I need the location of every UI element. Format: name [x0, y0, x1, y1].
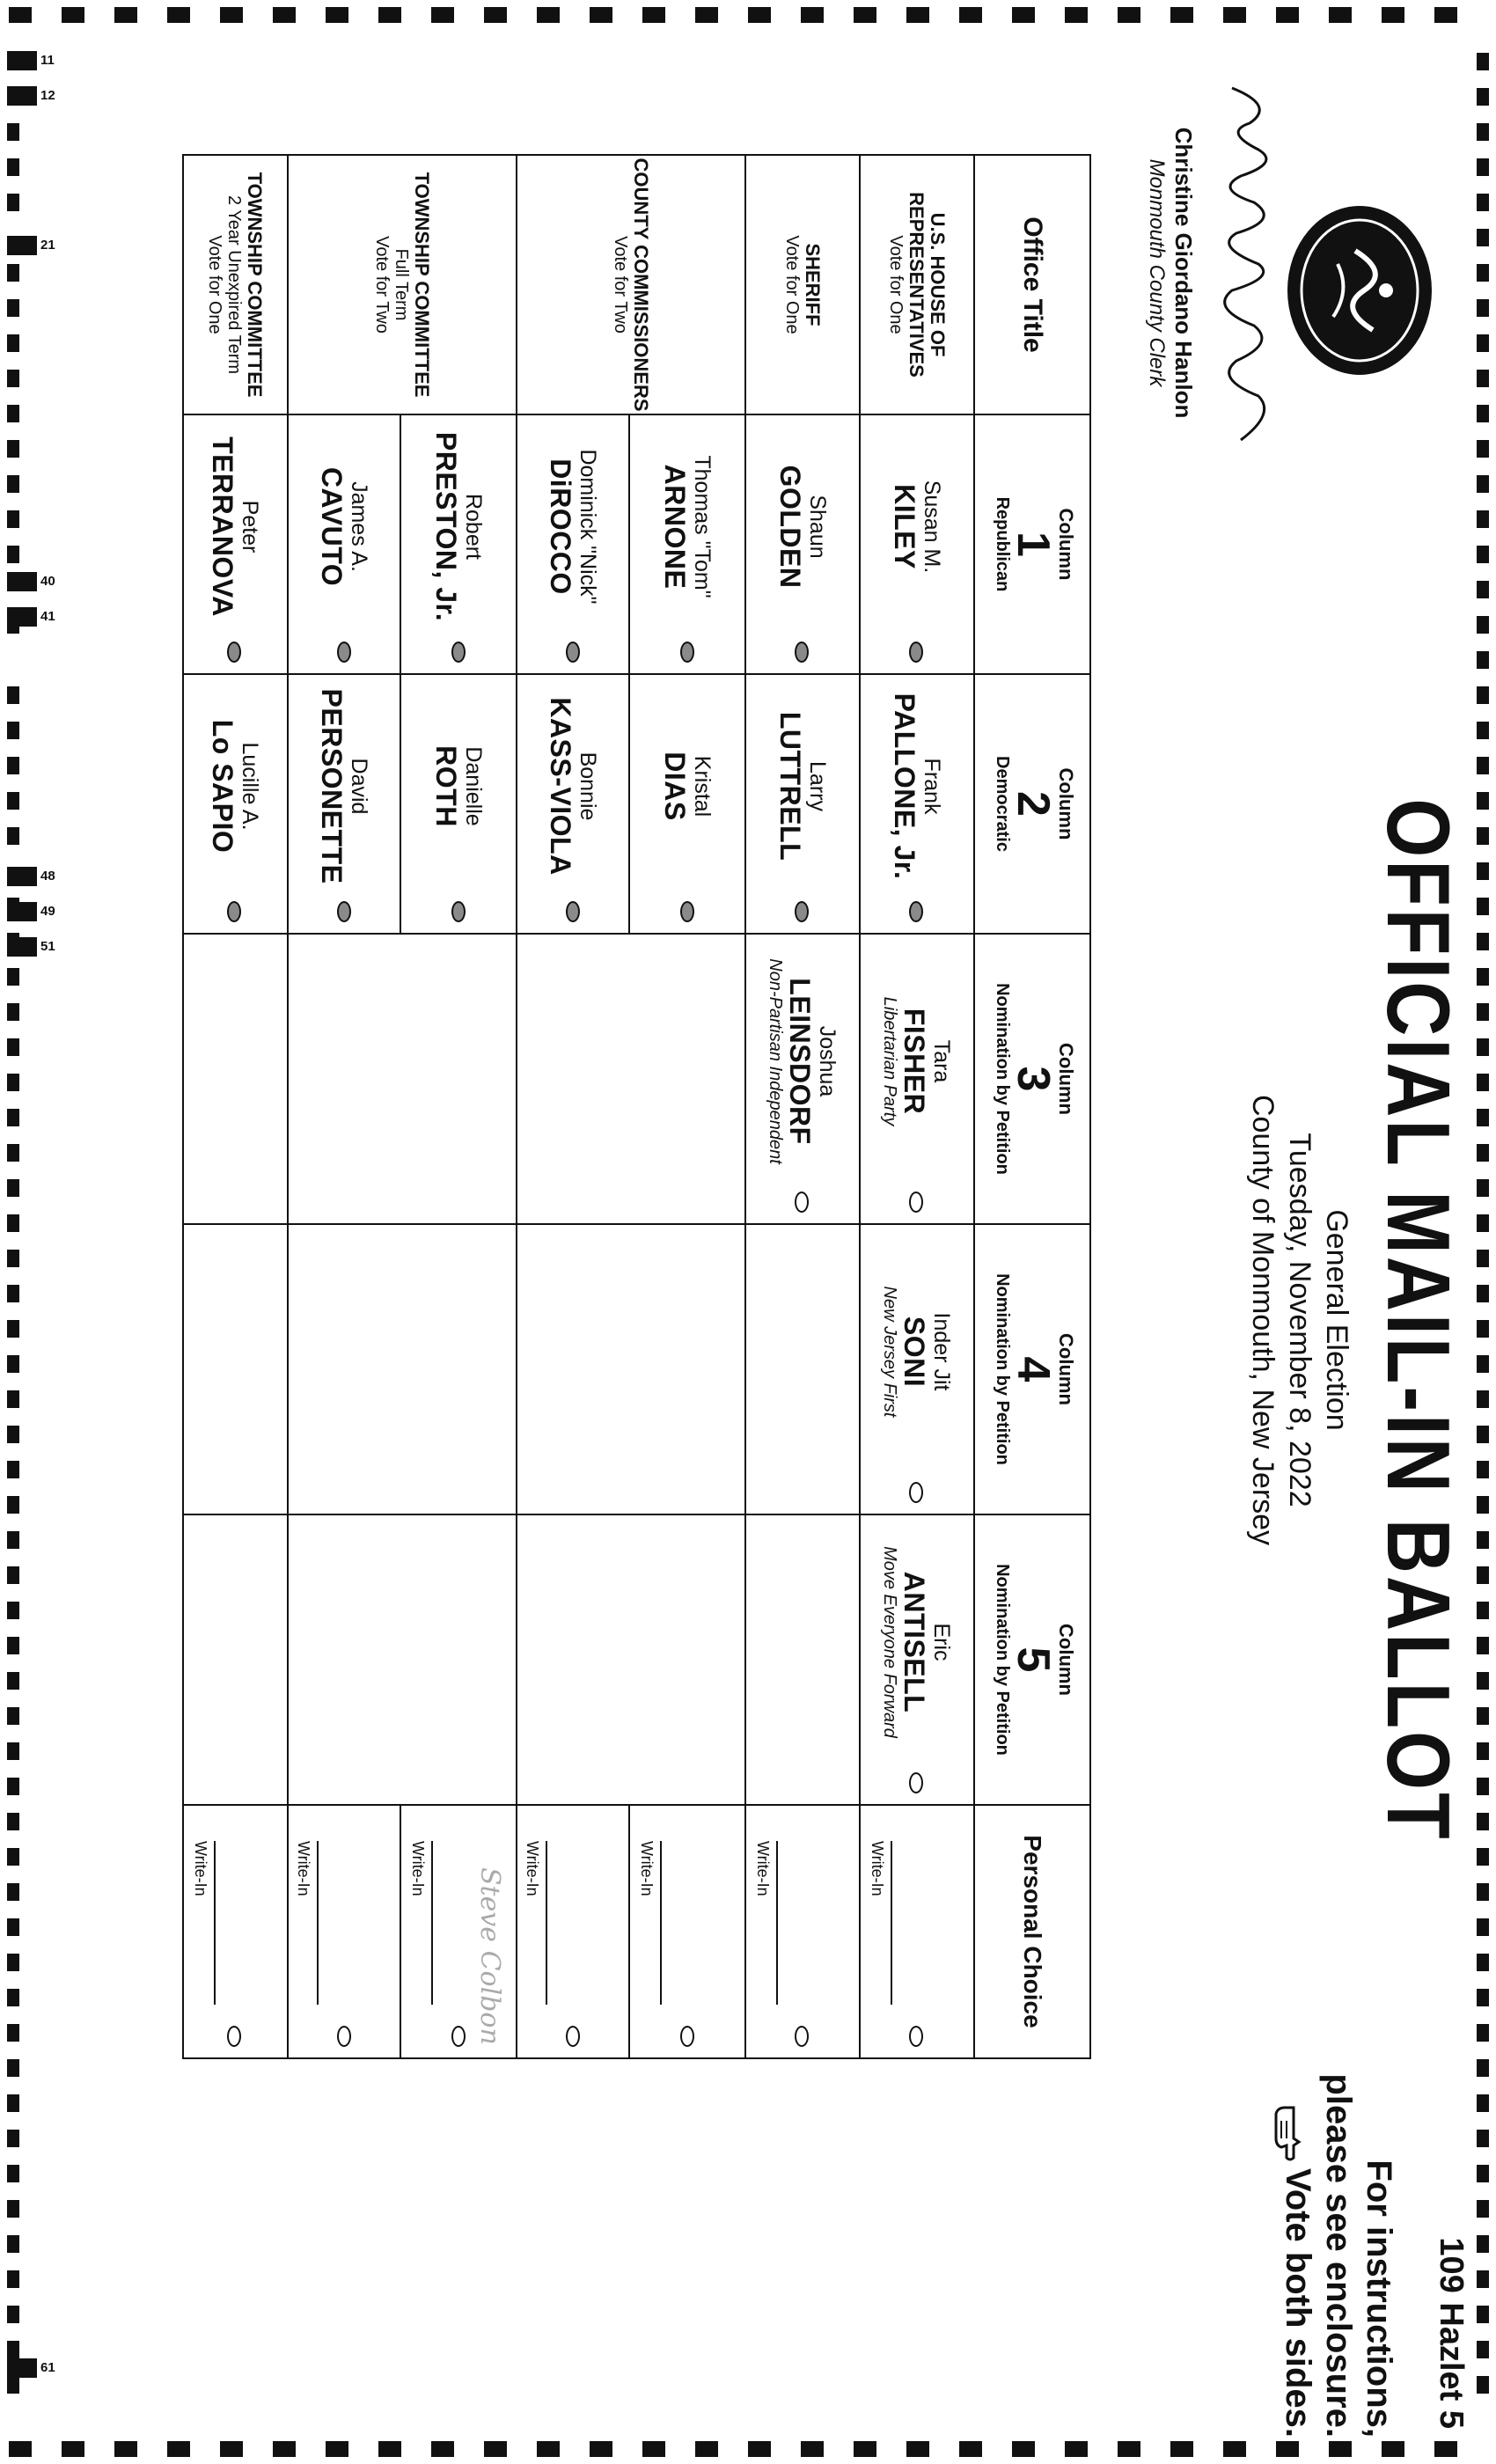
column-number: 2: [1008, 791, 1059, 817]
clerk-title: Monmouth County Clerk: [1145, 158, 1169, 387]
write-in-line[interactable]: [431, 1841, 433, 2005]
office-title-cell: [184, 156, 287, 415]
candidate-cell: [861, 1225, 973, 1515]
empty-cell: [184, 1515, 287, 1806]
office-vote-for: Vote for One: [886, 235, 906, 334]
candidate-last-name: LUTTRELL: [774, 711, 806, 862]
race-row-township-unexpired: [184, 156, 289, 2057]
write-in-label: Write-In: [192, 1841, 209, 1896]
office-title-cell: [289, 156, 516, 415]
election-county: County of Monmouth, New Jersey: [1246, 1094, 1280, 1546]
write-in-line[interactable]: [317, 1841, 319, 2005]
candidate-column-cell: [289, 675, 516, 935]
candidate-subcell: [516, 675, 630, 933]
vote-oval[interactable]: [337, 2026, 351, 2047]
vote-oval[interactable]: [909, 1192, 923, 1213]
margin-mark-number: 21: [40, 238, 55, 253]
office-title-header: Office Title: [975, 156, 1089, 415]
candidate-party: New Jersey First: [880, 1286, 899, 1418]
column-party: Nomination by Petition: [993, 983, 1012, 1175]
candidate-last-name: KILEY: [889, 484, 920, 569]
candidate-subcell: [516, 415, 630, 673]
write-in-label: Write-In: [869, 1841, 886, 1896]
candidate: [775, 415, 830, 638]
candidate-subcell: [400, 415, 516, 673]
candidate-last-name: DiROCCO: [545, 458, 576, 595]
empty-cell: [289, 1515, 516, 1806]
column-number: 3: [1008, 1066, 1059, 1092]
column-number: 5: [1008, 1646, 1059, 1673]
candidate-cell: [746, 415, 859, 675]
office-title-cell: [746, 156, 859, 415]
column-label: Column: [1055, 1043, 1077, 1115]
candidate-party: Move Everyone Forward: [880, 1546, 899, 1738]
candidate-cell: [184, 675, 287, 935]
write-in-line[interactable]: [776, 1841, 778, 2005]
office-term: Full Term: [392, 248, 411, 321]
candidate-cell: [861, 1515, 973, 1806]
instructions-line: please see enclosure.: [1319, 2073, 1358, 2438]
office-title-cell: [861, 156, 973, 415]
candidate: [660, 415, 715, 638]
vote-oval[interactable]: [227, 901, 241, 922]
column-party: Nomination by Petition: [993, 1273, 1012, 1465]
candidate-first-name: Kristal: [690, 755, 715, 818]
vote-oval[interactable]: [451, 642, 466, 663]
vote-oval[interactable]: [566, 2026, 580, 2047]
candidate-last-name: DIAS: [659, 752, 691, 821]
candidate-last-name: CAVUTO: [316, 466, 348, 587]
column-number: 1: [1008, 532, 1059, 557]
column-party: Republican: [993, 496, 1012, 592]
margin-mark-number: 41: [40, 609, 55, 624]
candidate-last-name: SONI: [898, 1316, 930, 1388]
candidate-last-name: PERSONETTE: [316, 688, 348, 884]
empty-cell: [746, 1515, 859, 1806]
pointing-hand-icon: [1267, 2103, 1311, 2165]
ballot-title: OFFICIAL MAIL-IN BALLOT: [1368, 798, 1468, 1842]
write-in-label: Write-In: [638, 1841, 656, 1896]
office-vote-for: Vote for One: [205, 235, 225, 334]
candidate-last-name: PALLONE, Jr.: [889, 693, 920, 880]
candidate-last-name: KASS-VIOLA: [545, 697, 576, 876]
candidate-cell: [861, 675, 973, 935]
write-in-line[interactable]: [891, 1841, 892, 2005]
candidate-party: Libertarian Party: [880, 996, 899, 1126]
office-name: SHERIFF: [802, 243, 824, 326]
race-row-sheriff: [746, 156, 861, 2057]
candidate-first-name: David: [347, 758, 371, 815]
precinct-label: 109 Hazlet 5: [1433, 2237, 1470, 2429]
write-in-cell[interactable]: [184, 1806, 287, 2057]
candidate-column-cell: [517, 675, 744, 935]
candidate-cell: [184, 415, 287, 675]
vote-oval[interactable]: [566, 642, 580, 663]
margin-mark-number: 51: [40, 939, 55, 954]
office-vote-for: Vote for Two: [611, 236, 630, 334]
candidate-last-name: ARNONE: [659, 464, 691, 590]
vote-oval[interactable]: [795, 642, 809, 663]
column-label: Column: [1055, 1624, 1077, 1696]
column-party: Nomination by Petition: [993, 1564, 1012, 1756]
write-in-column-cell: [289, 1806, 516, 2057]
vote-oval[interactable]: [451, 901, 466, 922]
vote-oval[interactable]: [680, 2026, 694, 2047]
column-4-header: [975, 1225, 1089, 1515]
candidate-first-name: Thomas "Tom": [690, 455, 715, 598]
candidate-first-name: Susan M.: [920, 480, 944, 574]
vote-oval[interactable]: [909, 2026, 923, 2047]
handwritten-write-in: Steve Colbon: [474, 1867, 505, 2045]
candidate-cell: [861, 415, 973, 675]
vote-oval[interactable]: [227, 642, 241, 663]
candidate-cell: [746, 935, 859, 1225]
vote-oval[interactable]: [909, 642, 923, 663]
candidate: [775, 675, 830, 898]
empty-cell: [289, 1225, 516, 1515]
instructions-line: For instructions,: [1360, 2160, 1398, 2438]
empty-cell: [517, 935, 744, 1225]
vote-oval[interactable]: [909, 901, 923, 922]
margin-mark-number: 12: [40, 88, 55, 103]
candidate-first-name: Bonnie: [576, 752, 600, 821]
vote-oval[interactable]: [680, 901, 694, 922]
vote-oval[interactable]: [795, 901, 809, 922]
office-name: TOWNSHIP COMMITTEE: [411, 172, 433, 398]
candidate-last-name: PRESTON, Jr.: [430, 431, 462, 622]
write-in-label: Write-In: [524, 1841, 541, 1896]
office-term: 2 Year Unexpired Term: [224, 194, 245, 375]
candidate-first-name: Eric: [929, 1623, 954, 1661]
vote-oval[interactable]: [451, 2026, 466, 2047]
candidate-subcell: [628, 675, 744, 933]
clerk-signature: [1206, 79, 1285, 449]
write-in-line[interactable]: [546, 1841, 547, 2005]
empty-cell: [184, 935, 287, 1225]
clerk-name: Christine Giordano Hanlon: [1170, 127, 1197, 419]
write-in-cell[interactable]: [628, 1806, 744, 2057]
write-in-cell[interactable]: [516, 1806, 630, 2057]
write-in-column-cell: [517, 1806, 744, 2057]
write-in-cell[interactable]: [861, 1806, 973, 2057]
column-party: Democratic: [993, 756, 1012, 852]
office-vote-for: Vote for One: [782, 235, 802, 334]
candidate-first-name: James A.: [347, 481, 371, 572]
candidate-first-name: Joshua: [815, 1025, 840, 1097]
race-row-commissioners: [517, 156, 746, 2057]
column-1-header: [975, 415, 1089, 675]
margin-mark-number: 49: [40, 904, 55, 919]
write-in-line[interactable]: [214, 1841, 216, 2005]
election-date: Tuesday, November 8, 2022: [1283, 1133, 1316, 1507]
column-3-header: [975, 935, 1089, 1225]
column-label: Column: [1055, 1333, 1077, 1405]
margin-mark-number: 48: [40, 869, 55, 884]
election-name: General Election: [1320, 1209, 1353, 1431]
column-2-header: [975, 675, 1089, 935]
candidate: [317, 675, 371, 898]
candidate-last-name: LEINSDORF: [784, 978, 816, 1145]
candidate-last-name: FISHER: [898, 1008, 930, 1115]
candidate-last-name: ROTH: [430, 745, 462, 827]
office-title-cell: [517, 156, 744, 415]
write-in-label: Write-In: [409, 1841, 427, 1896]
personal-choice-header: Personal Choice: [1019, 1835, 1046, 2028]
candidate-first-name: Inder Jit: [929, 1312, 954, 1391]
candidate-subcell: [400, 675, 516, 933]
candidate: [890, 415, 944, 638]
candidate-column-cell: [289, 415, 516, 675]
candidate-subcell: [287, 675, 401, 933]
column-5-header: [975, 1515, 1089, 1806]
write-in-label: Write-In: [295, 1841, 312, 1896]
candidate-column-cell: [517, 415, 744, 675]
column-label: Column: [1055, 767, 1077, 840]
office-name: COUNTY COMMISSIONERS: [630, 158, 652, 412]
candidate: [880, 1515, 954, 1769]
margin-mark-number: 61: [40, 2360, 55, 2375]
empty-cell: [184, 1225, 287, 1515]
candidate-last-name: GOLDEN: [774, 465, 806, 589]
candidate-first-name: Larry: [805, 761, 830, 811]
vote-oval[interactable]: [795, 2026, 809, 2047]
candidate-last-name: ANTISELL: [898, 1571, 930, 1713]
empty-cell: [517, 1515, 744, 1806]
write-in-cell[interactable]: [287, 1806, 401, 2057]
candidate: [546, 415, 600, 638]
empty-cell: [289, 935, 516, 1225]
vote-oval[interactable]: [227, 2026, 241, 2047]
vote-oval[interactable]: [337, 642, 351, 663]
office-name: U.S. HOUSE OF REPRESENTATIVES: [906, 192, 949, 378]
write-in-line[interactable]: [660, 1841, 662, 2005]
candidate-cell: [861, 935, 973, 1225]
candidate-first-name: Shaun: [805, 495, 830, 559]
race-row-township-full: [289, 156, 517, 2057]
candidate-first-name: Tara: [929, 1039, 954, 1083]
candidate-last-name: TERRANOVA: [207, 436, 239, 617]
candidate-first-name: Peter: [238, 500, 263, 554]
candidate-subcell: [628, 415, 744, 673]
candidate: [880, 935, 954, 1188]
column-label: Column: [1055, 508, 1077, 581]
vote-oval[interactable]: [680, 642, 694, 663]
column-number: 4: [1008, 1356, 1059, 1382]
office-vote-for: Vote for Two: [372, 236, 392, 334]
margin-mark-number: 11: [40, 53, 55, 68]
county-seal-icon: [1285, 202, 1434, 378]
candidate-first-name: Dominick "Nick": [576, 449, 600, 605]
ballot-grid: [182, 154, 1091, 2059]
candidate-cell: [746, 675, 859, 935]
candidate-subcell: [287, 415, 401, 673]
empty-cell: [746, 1225, 859, 1515]
office-name: TOWNSHIP COMMITTEE: [244, 172, 267, 398]
candidate: [431, 415, 486, 638]
vote-oval[interactable]: [337, 901, 351, 922]
candidate: [766, 935, 840, 1188]
candidate-party: Non-Partisan Independent: [766, 958, 785, 1164]
candidate: [890, 675, 944, 898]
empty-cell: [517, 1225, 744, 1515]
candidate-first-name: Danielle: [461, 746, 486, 826]
vote-oval[interactable]: [566, 901, 580, 922]
candidate-first-name: Frank: [920, 758, 944, 815]
write-in-label: Write-In: [754, 1841, 772, 1896]
candidate: [431, 675, 486, 898]
candidate-last-name: Lo SAPIO: [207, 719, 239, 854]
write-in-cell[interactable]: [746, 1806, 859, 2057]
election-info: [1244, 528, 1355, 2112]
candidate: [209, 415, 263, 638]
vote-oval[interactable]: [795, 1192, 809, 1213]
vote-oval[interactable]: [909, 1772, 923, 1793]
race-row-house: [861, 156, 975, 2057]
write-in-cell[interactable]: [400, 1806, 516, 2057]
candidate: [317, 415, 371, 638]
candidate: [880, 1225, 954, 1478]
instructions-line: Vote both sides.: [1279, 2168, 1317, 2438]
candidate: [546, 675, 600, 898]
candidate-first-name: Robert: [461, 493, 486, 561]
vote-oval[interactable]: [909, 1482, 923, 1503]
candidate-first-name: Lucille A.: [238, 742, 263, 831]
candidate: [209, 675, 263, 898]
candidate: [660, 675, 715, 898]
margin-mark-number: 40: [40, 574, 55, 589]
